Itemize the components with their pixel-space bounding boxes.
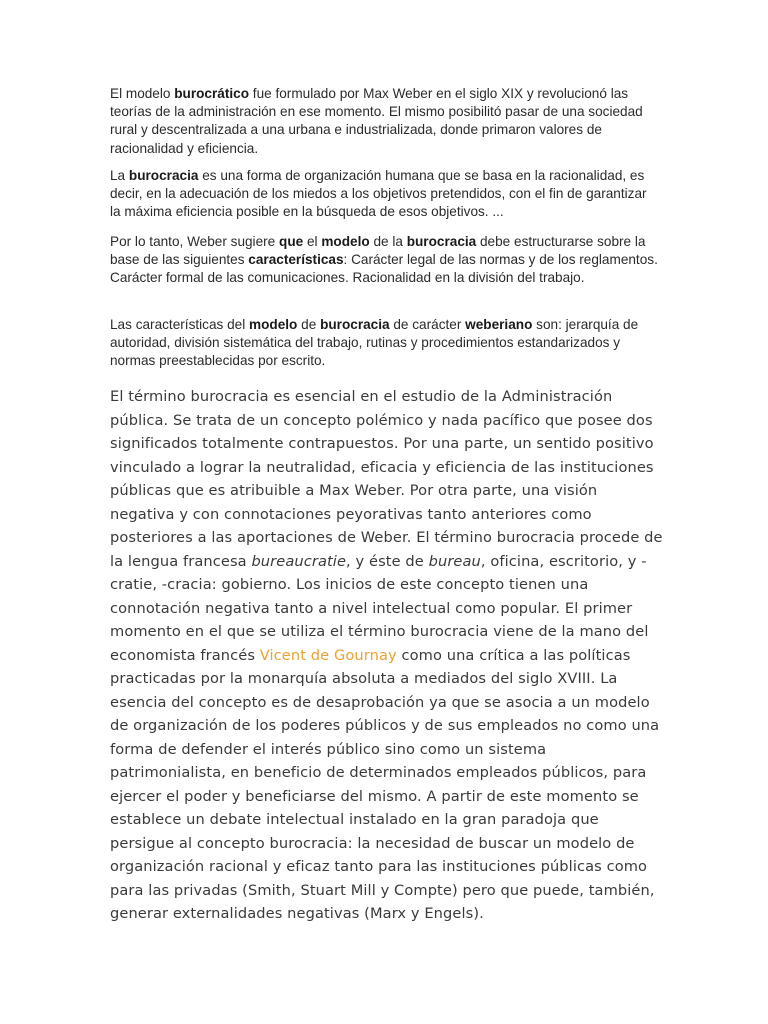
snippet-text: de la <box>369 234 407 249</box>
snippet-text: Las características del <box>110 317 250 332</box>
highlighted-term: burocracia <box>320 317 390 332</box>
highlighted-term: características <box>248 252 344 268</box>
italic-term: bureau <box>428 552 481 570</box>
snippet-text: de <box>297 317 321 332</box>
snippet-text: El modelo <box>110 86 175 101</box>
snippet-text: es una forma de organización humana que se basa en la racionalidad, es decir, en la adecuación de los miedos a los objetivos pretendidos, con el fin de garantizar la máxima eficiencia posible en la búsqueda de esos objetivos. ... <box>110 168 647 220</box>
snippet-text: Por lo tanto, Weber sugiere <box>110 234 280 249</box>
italic-term: bureaucratie <box>251 552 347 570</box>
highlighted-term: burocracia <box>128 168 199 183</box>
snippet-text: debe estructurarse sobre la base de las siguientes <box>110 234 646 268</box>
article-body <box>110 385 664 926</box>
highlighted-term: burocrático <box>174 86 250 101</box>
highlighted-term: modelo <box>321 234 370 249</box>
snippet-paragraph-1 <box>110 85 658 158</box>
snippet-paragraph-2 <box>110 167 658 222</box>
snippet-text: fue formulado por Max Weber en el siglo XIX y revolucionó las teorías de la administración en ese momento. El mismo posibilitó pasar de una sociedad rural y descentralizada a una urbana e industrializada, donde primaron valores de racionalidad y eficiencia. <box>110 86 643 156</box>
highlighted-term: modelo <box>249 317 298 332</box>
article-text: como una crítica a las políticas practicadas por la monarquía absoluta a mediados del siglo XVIII. La esencia del concepto es de desaprobación ya que se asocia a un modelo de organización de los poderes públicos y de sus empleados no como una forma de defender el interés público sino como un sistema patrimonialista, en beneficio de determinados empleados públicos, para ejercer el poder y beneficiarse del mismo. A partir de este momento se establece un debate intelectual instalado en la gran paradoja que persigue al concepto burocracia: la necesidad de buscar un modelo de organización racional y eficaz tanto para las instituciones públicas como para las privadas (Smith, Stuart Mill y Compte) pero que puede, también, generar externalidades negativas (Marx y Engels). <box>110 646 660 922</box>
highlighted-term: weberiano <box>465 317 533 332</box>
article-text: , oficina, escritorio, y -cratie, -cracia: gobierno. Los inicios de este concepto tienen una connotación negativa tanto a nivel intelectual como popular. El primer momento en el que se utiliza el término burocracia viene de la mano del economista francés <box>110 552 649 664</box>
highlighted-term: burocracia <box>406 234 477 249</box>
snippet-paragraph-3 <box>110 233 658 288</box>
snippet-text: son: jerarquía de autoridad, división sistemática del trabajo, rutinas y procedimientos estandarizados y normas preestablecidas por escrito. <box>110 317 639 369</box>
vicent-de-gournay-link[interactable]: Vicent de Gournay <box>259 646 397 664</box>
snippet-paragraph-4 <box>110 316 658 371</box>
article-text: El término burocracia es esencial en el estudio de la Administración pública. Se trata de un concepto polémico y nada pacífico que posee dos significados totalmente contrapuestos. Por una parte, un sentido positivo vinculado a lograr la neutralidad, eficacia y eficiencia de las instituciones públicas que es atribuible a Max Weber. Por otra parte, una visión negativa y con connotaciones peyorativas tanto anteriores como posteriores a las aportaciones de Weber. El término burocracia procede de la lengua francesa <box>110 388 663 570</box>
highlighted-term: que <box>279 234 304 249</box>
snippet-text: : Carácter legal de las normas y de los reglamentos. Carácter formal de las comunicaciones. Racionalidad en la división del trabajo. <box>110 252 658 286</box>
snippet-text: de carácter <box>389 317 466 332</box>
article-text: , y éste de <box>346 552 429 570</box>
snippet-text: La <box>110 168 129 183</box>
snippet-text: el <box>303 234 322 249</box>
